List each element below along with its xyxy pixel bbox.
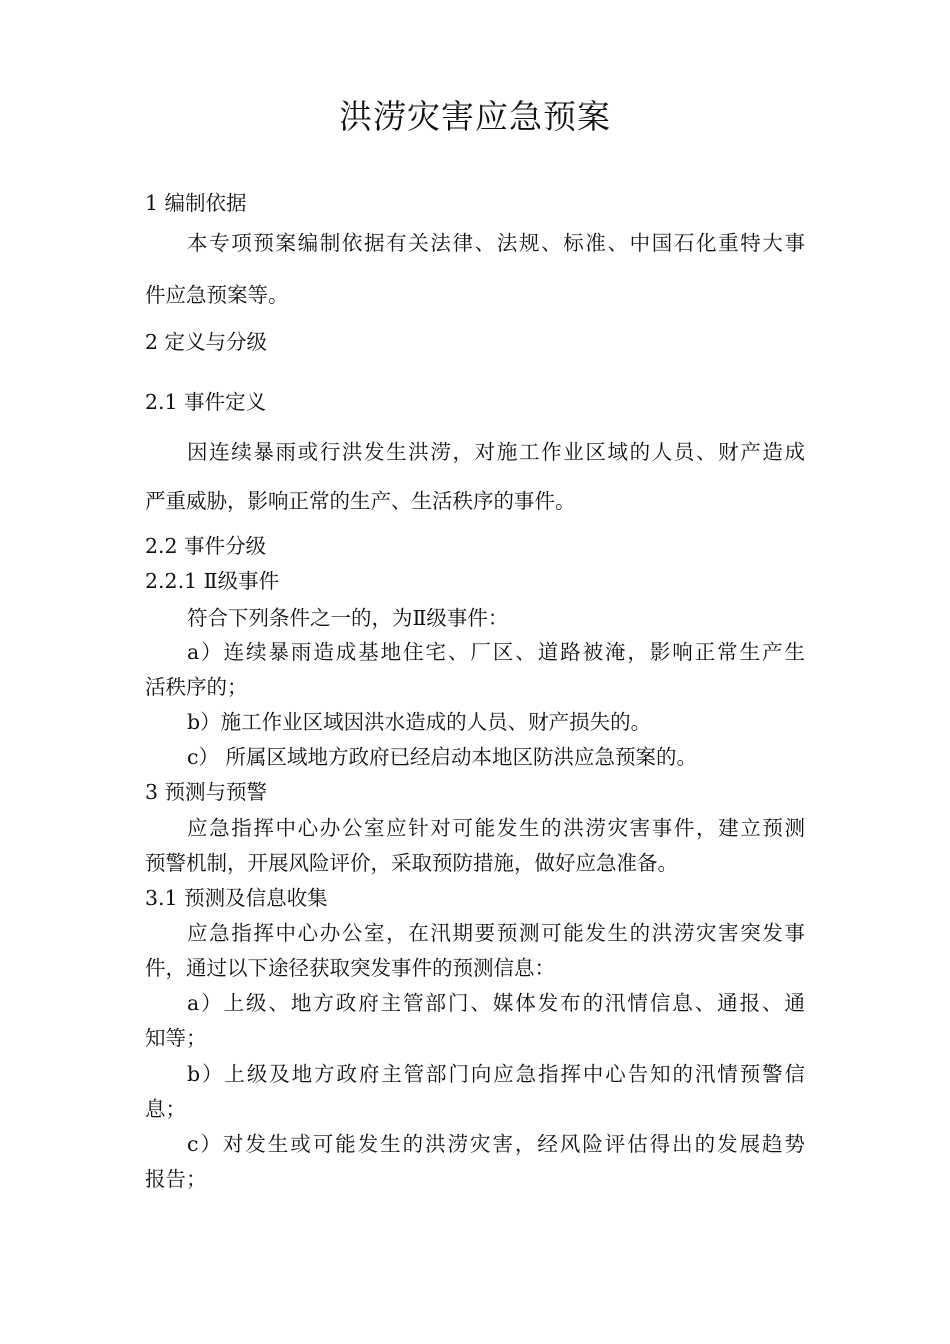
list-item-line: b）上级及地方政府主管部门向应急指挥中心告知的汛情预警信 xyxy=(187,1062,805,1086)
paragraph-line: 应急指挥中心办公室，在汛期要预测可能发生的洪涝灾害突发事 xyxy=(187,921,805,945)
paragraph-line: 因连续暴雨或行洪发生洪涝，对施工作业区域的人员、财产造成 xyxy=(187,440,805,464)
list-item-line: b）施工作业区域因洪水造成的人员、财产损失的。 xyxy=(187,710,652,734)
paragraph-line: 预警机制，开展风险评价，采取预防措施，做好应急准备。 xyxy=(145,851,678,875)
list-item-line: 息； xyxy=(145,1097,186,1121)
heading-2: 2 定义与分级 xyxy=(145,330,268,354)
list-item-line: 报告； xyxy=(145,1167,207,1191)
heading-3: 3 预测与预警 xyxy=(145,780,268,804)
heading-3-1: 3.1 预测及信息收集 xyxy=(145,886,328,910)
list-item-line: 知等； xyxy=(145,1026,207,1050)
heading-2-1: 2.1 事件定义 xyxy=(145,390,267,414)
heading-2-2-1: 2.2.1 Ⅱ级事件 xyxy=(145,569,280,593)
list-item-line: c） 所属区域地方政府已经启动本地区防洪应急预案的。 xyxy=(187,745,697,769)
heading-2-2: 2.2 事件分级 xyxy=(145,534,267,558)
list-item-line: c）对发生或可能发生的洪涝灾害，经风险评估得出的发展趋势 xyxy=(187,1132,805,1156)
list-item-line: 活秩序的； xyxy=(145,675,248,699)
paragraph-line: 应急指挥中心办公室应针对可能发生的洪涝灾害事件，建立预测 xyxy=(187,816,805,840)
paragraph-line: 本专项预案编制依据有关法律、法规、标准、中国石化重特大事 xyxy=(187,231,805,255)
list-item-line: a）连续暴雨造成基地住宅、厂区、道路被淹，影响正常生产生 xyxy=(187,640,805,664)
document-title: 洪涝灾害应急预案 xyxy=(339,97,611,136)
paragraph-line: 件应急预案等。 xyxy=(145,283,289,307)
paragraph-line: 符合下列条件之一的，为Ⅱ级事件： xyxy=(187,606,509,630)
list-item-line: a）上级、地方政府主管部门、媒体发布的汛情信息、通报、通 xyxy=(187,991,805,1015)
paragraph-line: 严重威胁，影响正常的生产、生活秩序的事件。 xyxy=(145,489,576,513)
paragraph-line: 件，通过以下途径获取突发事件的预测信息： xyxy=(145,956,555,980)
heading-1: 1 编制依据 xyxy=(145,191,247,215)
